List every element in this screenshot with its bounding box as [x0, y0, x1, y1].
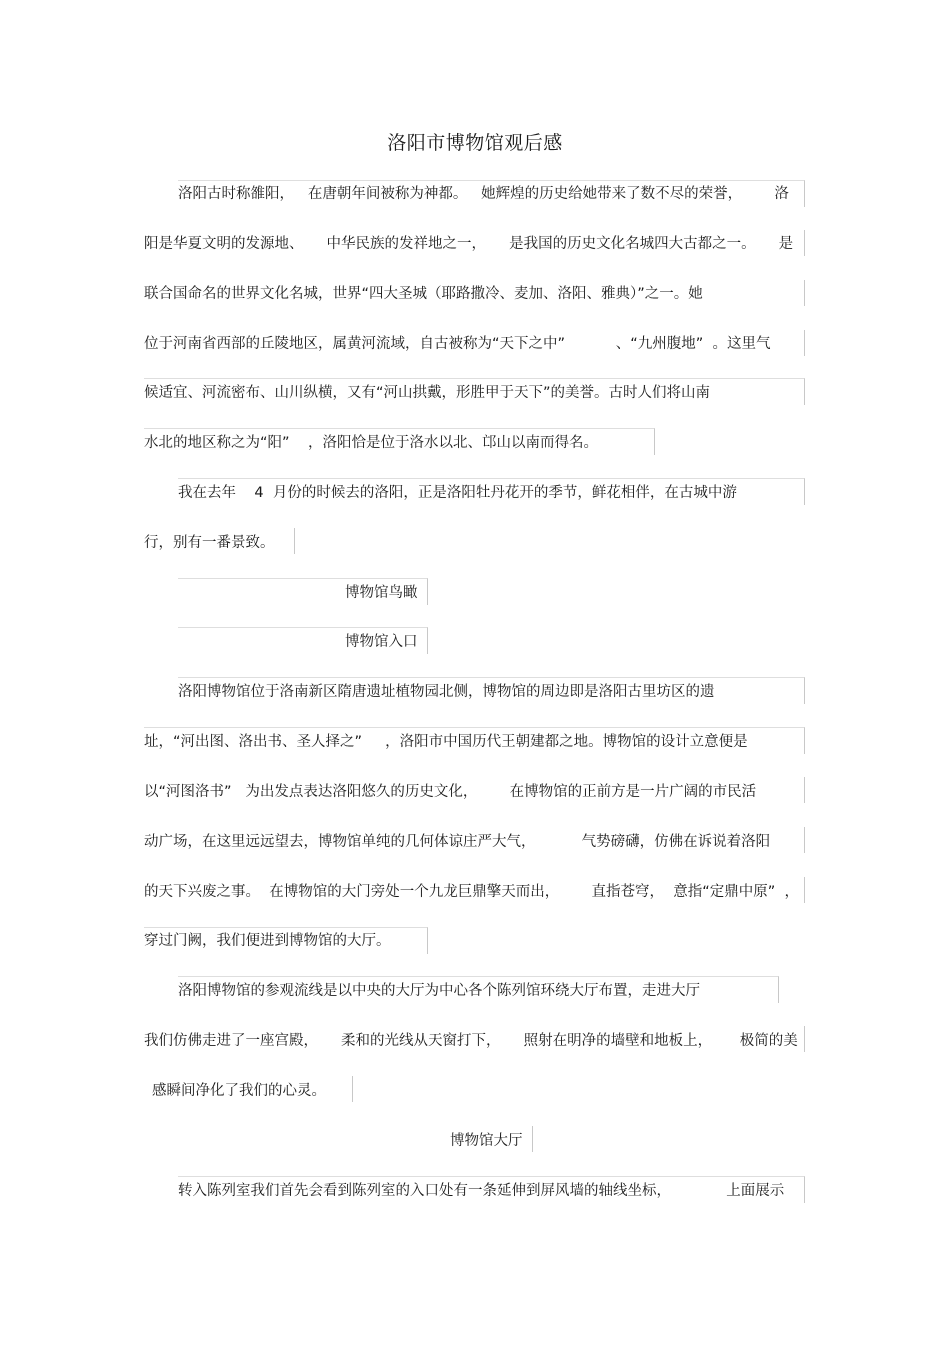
paragraph-line: 候适宜、河流密布、山川纵横，又有“河山拱戴，形胜甲于天下”的美誉。古时人们将山南	[144, 385, 711, 401]
paragraph-line: 洛阳博物馆位于洛南新区隋唐遗址植物园北侧，博物馆的周边即是洛阳古里坊区的遗	[178, 684, 715, 700]
paragraph-line: 洛阳古时称雒阳， 在唐朝年间被称为神都。 她辉煌的历史给她带来了数不尽的荣誉， 洛	[178, 186, 789, 202]
image-caption: 博物馆入口	[345, 634, 418, 650]
paragraph-line: 水北的地区称之为“阳” ，洛阳恰是位于洛水以北、邙山以南而得名。	[144, 435, 598, 451]
paragraph-line: 转入陈列室我们首先会看到陈列室的入口处有一条延伸到屏风墙的轴线坐标， 上面展示	[178, 1183, 785, 1199]
paragraph-line: 以“河图洛书” 为出发点表达洛阳悠久的历史文化， 在博物馆的正前方是一片广阔的市民活	[144, 784, 757, 800]
paragraph-line: 联合国命名的世界文化名城，世界“四大圣城（耶路撒冷、麦加、洛阳、雅典）”之一。她	[144, 286, 703, 302]
image-caption: 博物馆大厅	[450, 1133, 523, 1149]
paragraph-line: 的天下兴废之事。 在博物馆的大门旁处一个九龙巨鼎擎天而出， 直指苍穹， 意指“定鼎中原” ，	[144, 884, 799, 900]
paragraph-line: 我们仿佛走进了一座宫殿， 柔和的光线从天窗打下， 照射在明净的墙壁和地板上， 极简的美	[144, 1033, 798, 1049]
paragraph-line: 我在去年 4 月份的时候去的洛阳，正是洛阳牡丹花开的季节，鲜花相伴，在古城中游	[178, 485, 737, 501]
paragraph-line: 阳是华夏文明的发源地、 中华民族的发祥地之一， 是我国的历史文化名城四大古都之一。 是	[144, 236, 794, 252]
page-title: 洛阳市博物馆观后感	[387, 132, 563, 154]
paragraph-line: 位于河南省西部的丘陵地区，属黄河流域，自古被称为“天下之中” 、“九州腹地” 。这里气	[144, 336, 771, 352]
paragraph-line: 动广场，在这里远远望去，博物馆单纯的几何体谅庄严大气， 气势磅礴，仿佛在诉说着洛阳	[144, 834, 771, 850]
paragraph-line: 穿过门阙，我们便进到博物馆的大厅。	[144, 933, 391, 949]
paragraph-line: 行，别有一番景致。	[144, 535, 275, 551]
paragraph-line: 感瞬间净化了我们的心灵。	[152, 1083, 326, 1099]
paragraph-line: 洛阳博物馆的参观流线是以中央的大厅为中心各个陈列馆环绕大厅布置，走进大厅	[178, 983, 700, 999]
paragraph-line: 址，“河出图、洛出书、圣人择之” ，洛阳市中国历代王朝建都之地。博物馆的设计立意便是	[144, 734, 748, 750]
image-caption: 博物馆鸟瞰	[345, 585, 418, 601]
